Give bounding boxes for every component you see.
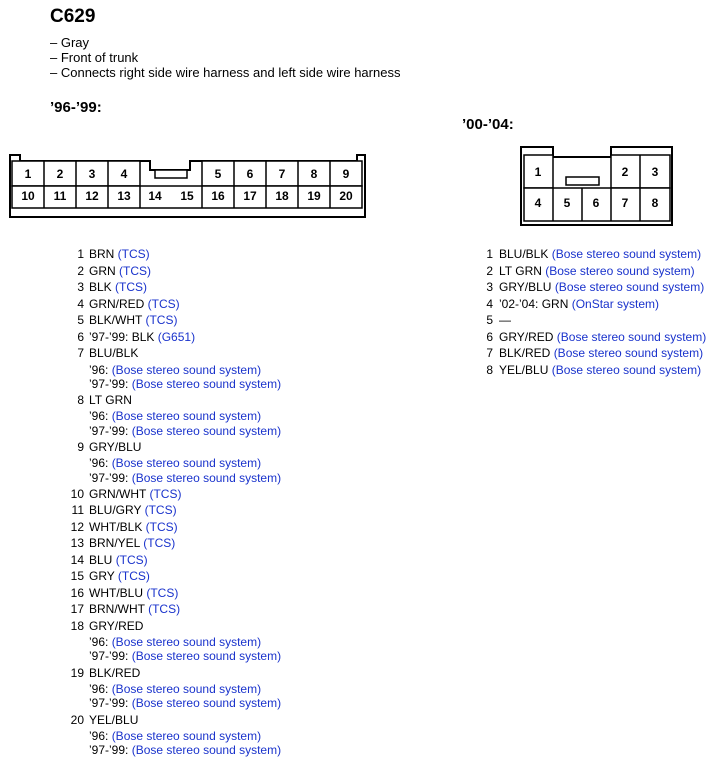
pin-number: 2: [486, 263, 493, 278]
year-range: ’97-’99:: [89, 470, 132, 485]
cavity-number: 2: [56, 167, 64, 181]
pin-circuit: [89, 330, 195, 344]
pin-number: 7: [77, 346, 84, 360]
cavity-number: 3: [88, 167, 96, 181]
pin-year-variant: [89, 377, 281, 391]
wire-color: —: [499, 313, 511, 327]
pin-year-variant: [89, 363, 261, 377]
wire-color: GRY/RED: [89, 618, 144, 633]
pin-number: 17: [70, 602, 84, 617]
cavity-number: 12: [85, 189, 99, 203]
pin-circuit: [499, 280, 704, 294]
year-range: ’97-’99:: [89, 696, 132, 711]
wire-color: BLU/GRY: [89, 503, 145, 518]
cavity-number: 7: [278, 167, 286, 181]
system-reference: (TCS): [117, 247, 150, 261]
pin-year-variant: [89, 696, 281, 710]
wire-color: BLU: [89, 552, 116, 567]
cavity-number: 3: [651, 165, 659, 179]
pin-number: 15: [70, 569, 84, 584]
year-range: ’96:: [89, 635, 112, 650]
cavity-number: 18: [275, 189, 289, 203]
pin-number: 2: [77, 263, 84, 278]
pin-year-variant: [89, 743, 281, 757]
wire-color: BRN/WHT: [89, 602, 149, 617]
system-reference: (Bose stereo sound system): [131, 743, 282, 757]
pin-number: 9: [77, 439, 84, 454]
pin-circuit: [89, 520, 178, 534]
pin-number: 12: [70, 519, 84, 534]
system-reference: (Bose stereo sound system): [111, 456, 262, 471]
pin-number: 7: [486, 346, 493, 360]
system-reference: (Bose stereo sound system): [553, 346, 704, 360]
system-reference: (G651): [157, 329, 196, 344]
system-reference: (Bose stereo sound system): [111, 729, 262, 743]
pin-circuit: [89, 666, 140, 680]
pin-number: 8: [77, 392, 84, 407]
cavity-number: 15: [180, 189, 194, 203]
system-reference: (Bose stereo sound system): [131, 470, 282, 485]
pin-circuit: [499, 330, 706, 344]
pin-number: 18: [70, 618, 84, 633]
pin-circuit: [89, 297, 180, 311]
system-reference: (Bose stereo sound system): [111, 682, 262, 697]
connector-purpose-note: – Connects right side wire harness and left side wire harness: [50, 65, 401, 80]
wire-color: BLU/BLK: [499, 247, 552, 261]
system-reference: (Bose stereo sound system): [551, 362, 702, 377]
year-range: ’97-’99:: [89, 423, 132, 438]
system-reference: (TCS): [148, 602, 181, 617]
wire-color: WHT/BLU: [89, 585, 147, 600]
system-reference: (TCS): [149, 486, 182, 501]
pin-circuit: [89, 346, 138, 360]
system-reference: (TCS): [119, 263, 151, 278]
year-range: ’96:: [89, 682, 112, 697]
pin-circuit: [89, 586, 178, 600]
cavity-number: 2: [621, 165, 629, 179]
system-reference: (Bose stereo sound system): [545, 263, 695, 278]
system-reference: (TCS): [146, 585, 179, 600]
pin-circuit: [89, 553, 148, 567]
wire-color: BRN/YEL: [89, 536, 144, 551]
connector-a-year-label: ’96-’99:: [50, 99, 102, 116]
wire-color: LT GRN: [499, 263, 546, 278]
pin-circuit: [89, 536, 175, 550]
pin-circuit: [89, 264, 151, 278]
pin-circuit: [89, 503, 177, 517]
pin-year-variant: [89, 649, 281, 663]
system-reference: (TCS): [145, 519, 178, 534]
pin-circuit: [89, 487, 181, 501]
system-reference: (TCS): [147, 296, 180, 311]
pin-number: 19: [70, 665, 84, 680]
system-reference: (TCS): [143, 536, 176, 551]
pin-circuit: [89, 393, 132, 407]
system-reference: (Bose stereo sound system): [554, 280, 705, 294]
wire-color: BRN: [89, 247, 118, 261]
wire-color: GRY/BLU: [89, 439, 142, 454]
cavity-number: 4: [120, 167, 128, 181]
wire-color: GRY/RED: [499, 329, 557, 344]
pin-circuit: [499, 363, 701, 377]
cavity-number: 8: [310, 167, 318, 181]
pin-circuit: [89, 569, 150, 583]
pin-circuit: [89, 313, 177, 327]
pin-number: 10: [70, 486, 84, 501]
connector-b-pin-list: [360, 0, 718, 749]
pin-number: 5: [77, 313, 84, 327]
wire-color: BLK: [89, 280, 116, 294]
pin-year-variant: [89, 635, 261, 649]
pin-circuit: [89, 247, 150, 261]
pin-circuit: [89, 713, 138, 727]
pin-number: 4: [77, 296, 84, 311]
pin-number: 14: [70, 552, 84, 567]
cavity-number: 11: [53, 189, 67, 203]
system-reference: (TCS): [145, 313, 178, 327]
wire-color: BLK/RED: [89, 665, 141, 680]
system-reference: (Bose stereo sound system): [111, 409, 262, 424]
cavity-number: 6: [592, 196, 600, 210]
wire-color: YEL/BLU: [89, 712, 139, 727]
pin-year-variant: [89, 409, 261, 423]
system-reference: (Bose stereo sound system): [111, 635, 262, 650]
wire-color: BLK/RED: [499, 346, 554, 360]
cavity-number: 5: [214, 167, 222, 181]
pin-circuit: [499, 297, 659, 311]
pin-circuit: [499, 313, 511, 327]
wire-color: GRN: [89, 263, 119, 278]
cavity-number: 7: [621, 196, 629, 210]
wire-color: GRN/WHT: [89, 486, 150, 501]
connector-location-note: – Front of trunk: [50, 50, 139, 65]
pin-circuit: [499, 346, 703, 360]
pin-year-variant: [89, 456, 261, 470]
system-reference: (Bose stereo sound system): [131, 376, 282, 391]
pin-year-variant: [89, 682, 261, 696]
pin-number: 11: [71, 503, 84, 518]
wire-color: BLU/BLK: [89, 346, 139, 360]
cavity-number: 16: [211, 189, 225, 203]
system-reference: (Bose stereo sound system): [551, 247, 702, 261]
cavity-number: 14: [148, 189, 162, 203]
system-reference: (Bose stereo sound system): [131, 649, 282, 664]
year-range: ’97-’99:: [89, 649, 132, 664]
year-range: ’97-’99:: [89, 376, 132, 391]
pin-circuit: [499, 264, 695, 278]
year-range: ’96:: [89, 456, 112, 471]
cavity-number: 1: [534, 165, 542, 179]
system-reference: (TCS): [117, 569, 150, 584]
cavity-number: 1: [24, 167, 32, 181]
year-range: ’97-’99:: [89, 743, 132, 757]
pin-number: 4: [486, 296, 493, 311]
pin-number: 1: [486, 247, 493, 261]
connector-b-year-label: ’00-’04:: [462, 116, 514, 133]
wire-color: BLK/WHT: [89, 313, 146, 327]
pin-number: 1: [77, 247, 84, 261]
connector-color-note: – Gray: [50, 35, 90, 50]
pin-circuit: [89, 602, 180, 616]
pin-circuit: [89, 619, 143, 633]
wire-color: GRN/RED: [89, 296, 148, 311]
pin-number: 3: [77, 280, 84, 294]
year-range: ’96:: [89, 362, 112, 377]
pin-circuit: [499, 247, 701, 261]
cavity-number: 17: [243, 189, 257, 203]
system-reference: (Bose stereo sound system): [131, 423, 282, 438]
cavity-number: 9: [342, 167, 350, 181]
system-reference: (Bose stereo sound system): [111, 362, 262, 377]
cavity-number: 4: [534, 196, 542, 210]
pin-circuit: [89, 280, 147, 294]
cavity-number: 13: [117, 189, 131, 203]
wire-color: YEL/BLU: [499, 362, 552, 377]
pin-number: 6: [77, 329, 84, 344]
pin-number: 8: [486, 362, 493, 377]
system-reference: (TCS): [115, 280, 148, 294]
connector-title: C629: [50, 6, 96, 27]
pin-number: 13: [70, 536, 84, 551]
pin-number: 16: [70, 585, 84, 600]
cavity-number: 19: [307, 189, 321, 203]
wire-color: ’97-’99: BLK: [89, 329, 158, 344]
pin-year-variant: [89, 424, 281, 438]
cavity-number: 5: [563, 196, 571, 210]
pin-number: 3: [486, 280, 493, 294]
year-range: ’96:: [89, 729, 112, 743]
cavity-number: 20: [339, 189, 353, 203]
wire-color: ’02-’04: GRN: [499, 296, 572, 311]
pin-number: 20: [70, 712, 84, 727]
pin-year-variant: [89, 471, 281, 485]
year-range: ’96:: [89, 409, 112, 424]
system-reference: (Bose stereo sound system): [131, 696, 282, 711]
system-reference: (TCS): [115, 552, 148, 567]
system-reference: (Bose stereo sound system): [556, 329, 707, 344]
cavity-number: 6: [246, 167, 254, 181]
cavity-number: 10: [21, 189, 35, 203]
cavity-number: 8: [651, 196, 659, 210]
wire-color: LT GRN: [89, 392, 132, 407]
wire-color: WHT/BLK: [89, 519, 146, 534]
pin-number: 6: [486, 329, 493, 344]
system-reference: (OnStar system): [571, 296, 660, 311]
pin-year-variant: [89, 729, 261, 743]
pin-number: 5: [486, 313, 493, 327]
system-reference: (TCS): [144, 503, 177, 518]
pin-circuit: [89, 440, 141, 454]
wire-color: GRY: [89, 569, 118, 584]
wire-color: GRY/BLU: [499, 280, 555, 294]
